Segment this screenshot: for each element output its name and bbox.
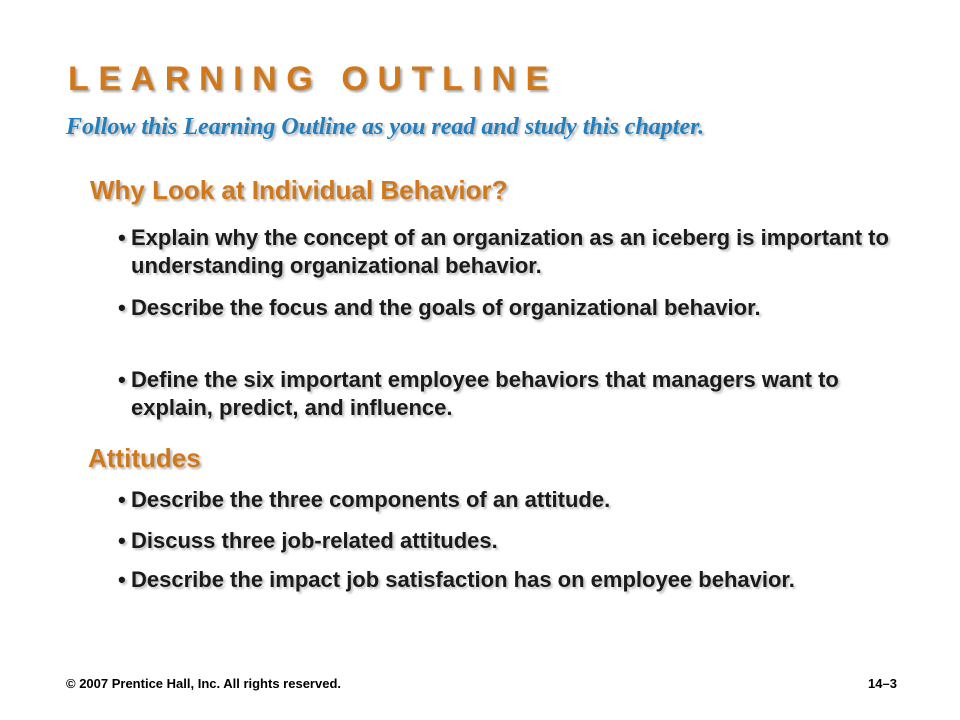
section-heading-attitudes: Attitudes xyxy=(88,443,201,473)
bullet-text: Define the six important employee behaviors that managers want to explain, predict, and influence. xyxy=(131,367,839,420)
slide-title: LEARNING OUTLINE xyxy=(68,60,558,98)
bullet-text: Describe the impact job satisfaction has on employee behavior. xyxy=(131,567,795,592)
section-heading-individual-behavior: Why Look at Individual Behavior? xyxy=(90,175,508,205)
bullet-item xyxy=(118,527,891,555)
bullet-dot: • xyxy=(118,528,126,553)
copyright-notice: © 2007 Prentice Hall, Inc. All rights reserved. xyxy=(66,676,341,691)
slide-subtitle: Follow this Learning Outline as you read and study this chapter. xyxy=(66,114,705,140)
bullet-item xyxy=(118,366,891,422)
bullet-text: Describe the three components of an attitude. xyxy=(131,487,611,512)
bullet-item xyxy=(118,566,891,594)
bullet-dot: • xyxy=(118,487,126,512)
bullet-text: Explain why the concept of an organization as an iceberg is important to understanding organizational behavior. xyxy=(131,225,889,278)
bullet-item xyxy=(118,486,891,514)
bullet-item xyxy=(118,294,891,322)
bullet-dot: • xyxy=(118,567,126,592)
bullet-text: Discuss three job-related attitudes. xyxy=(131,528,498,553)
bullet-dot: • xyxy=(118,367,126,392)
bullet-dot: • xyxy=(118,295,126,320)
page-number: 14–3 xyxy=(868,676,897,691)
bullet-dot: • xyxy=(118,225,126,250)
bullet-text: Describe the focus and the goals of organizational behavior. xyxy=(131,295,761,320)
bullet-item xyxy=(118,224,891,280)
